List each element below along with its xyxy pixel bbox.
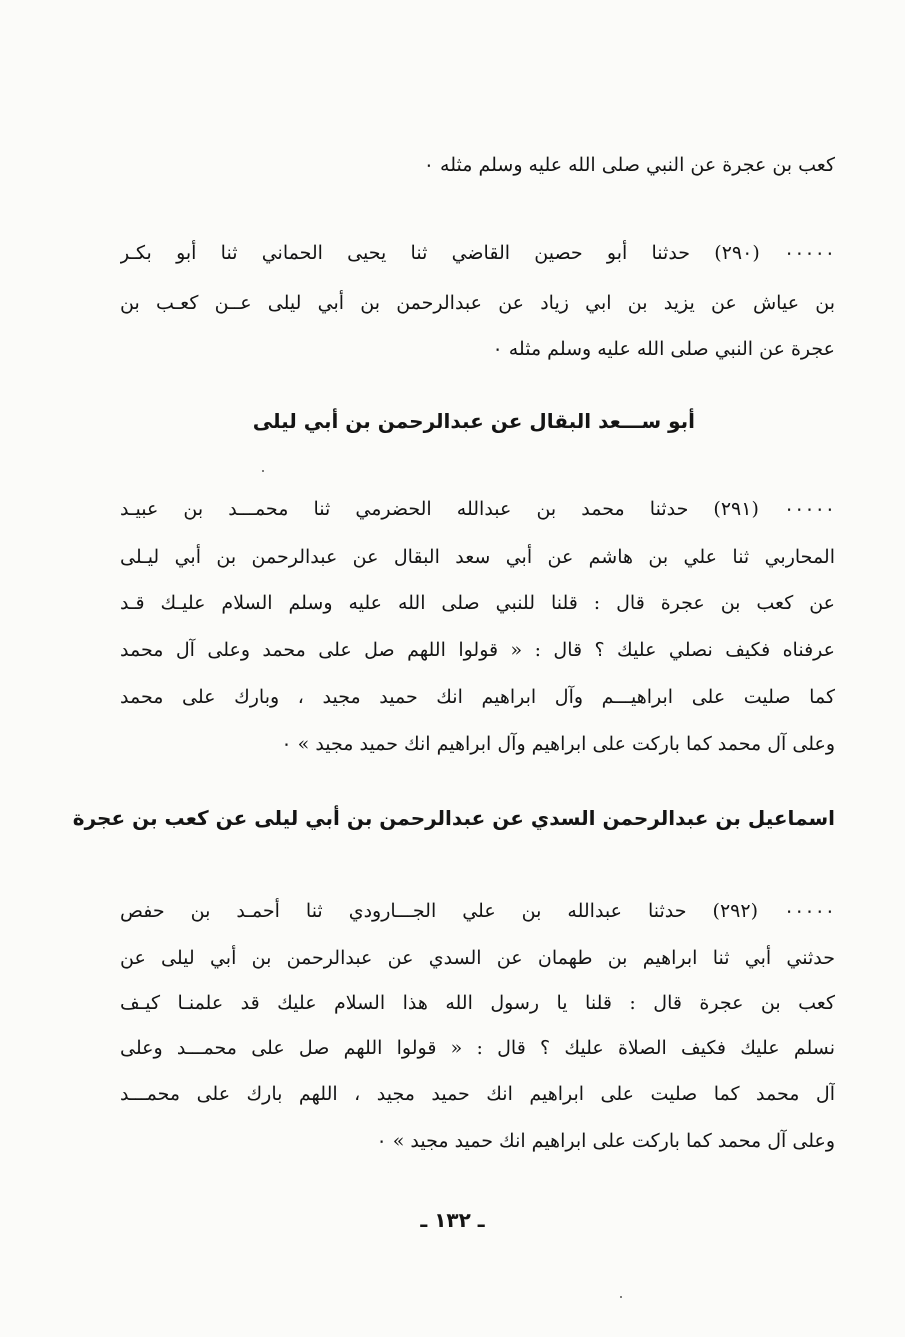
- hadith-292-line-4: نسلم عليك فكيف الصلاة عليك ؟ قال : « قولوا اللهم صل على محمـــد وعلى: [120, 1037, 835, 1059]
- hadith-291-line-2: المحاربي ثنا علي بن هاشم عن أبي سعد البقال عن عبدالرحمن بن أبي ليـلى: [120, 546, 835, 568]
- hadith-292-line-6: وعلى آل محمد كما باركت على ابراهيم انك حميد مجيد » ٠: [376, 1130, 835, 1152]
- hadith-290-line-3: عجرة عن النبي صلى الله عليه وسلم مثله ٠: [492, 338, 835, 360]
- scan-speck: [262, 470, 264, 472]
- hadith-291-line-5: كما صليت على ابراهيـــم وآل ابراهيم انك حميد مجيد ، وبارك على محمد: [120, 686, 835, 708]
- hadith-291-line-3: عن كعب بن عجرة قال : قلنا للنبي صلى الله عليه وسلم السلام عليـك قـد: [120, 592, 835, 614]
- hadith-291-line-4: عرفناه فكيف نصلي عليك ؟ قال : « قولوا اللهم صل على محمد وعلى آل محمد: [120, 639, 835, 661]
- hadith-290-line-2: بن عياش عن يزيد بن ابي زياد عن عبدالرحمن بن أبي ليلى عــن كعـب بن: [120, 292, 835, 314]
- hadith-292-line-1: ٠٠٠٠٠ (٢٩٢) حدثنا عبدالله بن علي الجـــارودي ثنا أحمـد بن حفص: [120, 900, 835, 922]
- page-number: ـ ١٣٢ ـ: [420, 1208, 485, 1232]
- text-line: كعب بن عجرة عن النبي صلى الله عليه وسلم مثله ٠: [423, 154, 835, 176]
- scan-speck: [620, 1296, 622, 1298]
- hadith-292-line-3: كعب بن عجرة قال : قلنا يا رسول الله هذا السلام عليك قد علمنـا كيـف: [120, 992, 835, 1014]
- hadith-291-line-6: وعلى آل محمد كما باركت على ابراهيم وآل ابراهيم انك حميد مجيد » ٠: [281, 733, 835, 755]
- section-heading-ismail-suddi: اسماعيل بن عبدالرحمن السدي عن عبدالرحمن بن أبي ليلى عن كعب بن عجرة: [72, 806, 835, 830]
- hadith-292-line-5: آل محمد كما صليت على ابراهيم انك حميد مجيد ، اللهم بارك على محمـــد: [120, 1083, 835, 1105]
- hadith-290-line-1: ٠٠٠٠٠ (٢٩٠) حدثنا أبو حصين القاضي ثنا يحيى الحماني ثنا أبو بكـر: [120, 242, 835, 264]
- hadith-291-line-1: ٠٠٠٠٠ (٢٩١) حدثنا محمد بن عبدالله الحضرمي ثنا محمـــد بن عبيـد: [120, 498, 835, 520]
- section-heading-abu-saad: أبو ســـعد البقال عن عبدالرحمن بن أبي ليلى: [252, 409, 695, 433]
- hadith-292-line-2: حدثني أبي ثنا ابراهيم بن طهمان عن السدي عن عبدالرحمن بن أبي ليلى عن: [120, 947, 835, 969]
